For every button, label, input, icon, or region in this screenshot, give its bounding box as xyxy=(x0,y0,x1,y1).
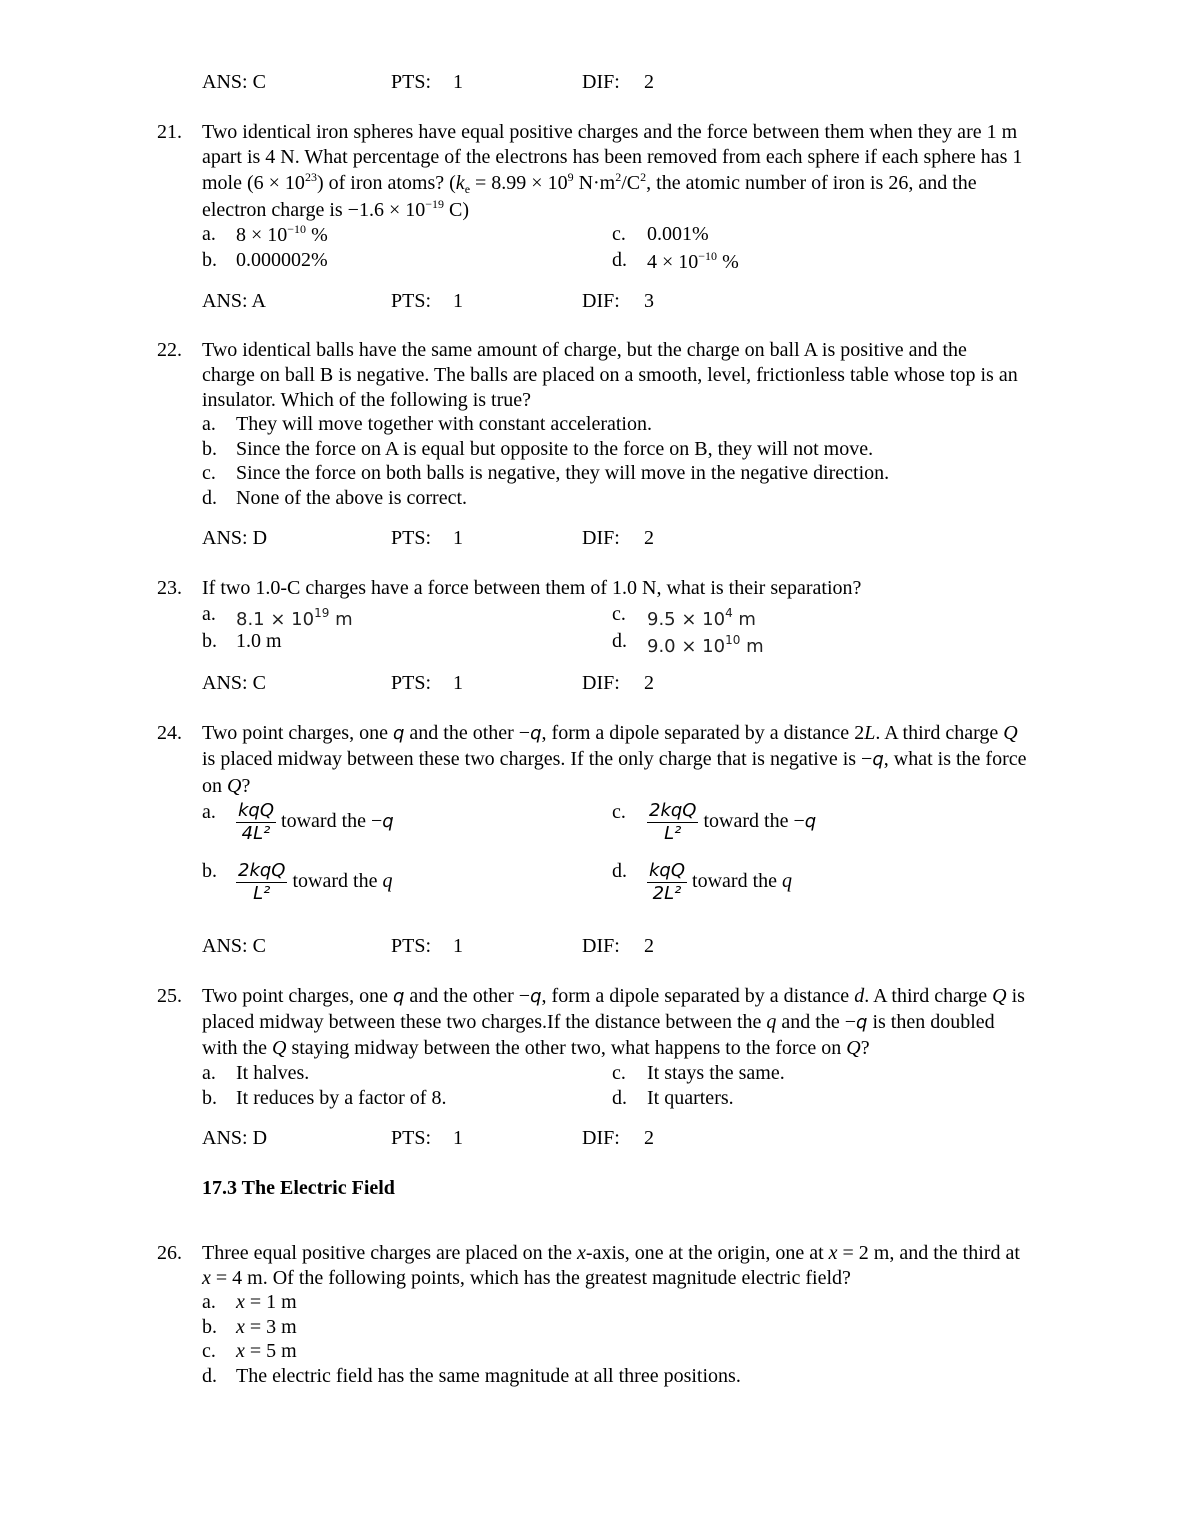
option-d: $9.0 \times 10^{10}$ m xyxy=(647,633,764,657)
option-label-b: b. xyxy=(202,438,217,460)
answer: ANS: C xyxy=(202,935,266,957)
difficulty-value: 2 xyxy=(644,672,654,694)
option-label-a: a. xyxy=(202,1291,216,1313)
difficulty-label: DIF: xyxy=(582,1127,620,1149)
option-c: $\frac{\text{2kqQ}}{\text{L²}}$ toward the −q xyxy=(649,800,817,844)
option-a: $\frac{\text{kqQ}}{\text{4L²}}$ toward the −q xyxy=(238,800,394,844)
option-label-d: d. xyxy=(202,487,217,509)
question-text-line: Three equal positive charges are placed on the x-axis, one at the origin, one at x = 2 m, and the third at xyxy=(202,1242,1020,1264)
option-label-d: d. xyxy=(612,860,627,882)
option-label-a: a. xyxy=(202,1062,216,1084)
difficulty-label: DIF: xyxy=(582,71,620,93)
difficulty-value: 2 xyxy=(644,527,654,549)
option-a: $8.1 \times 10^{19}$ m xyxy=(236,606,353,630)
answer: ANS: C xyxy=(202,71,266,93)
question-text-line: placed midway between these two charges.If the distance between the q and the −q is then doubled xyxy=(202,1011,995,1033)
question-text-line: is placed midway between these two charges. If the only charge that is negative is −q, what is the force xyxy=(202,748,1027,770)
option-c: Since the force on both balls is negative, they will move in the negative direction. xyxy=(236,462,890,484)
difficulty-label: DIF: xyxy=(582,527,620,549)
points-value: 1 xyxy=(453,1127,463,1149)
option-label-d: d. xyxy=(612,1087,627,1109)
question-text-line: on Q? xyxy=(202,775,251,797)
difficulty-value: 3 xyxy=(644,290,654,312)
question-text-line: with the Q staying midway between the other two, what happens to the force on Q? xyxy=(202,1037,870,1059)
question-number: 24. xyxy=(157,722,182,744)
option-label-b: b. xyxy=(202,1087,217,1109)
fraction: $\frac{\text{kqQ}}{\text{2L²}}$ xyxy=(649,860,686,904)
option-label-b: b. xyxy=(202,1316,217,1338)
question-text-line: Two point charges, one q and the other −q, form a dipole separated by a distance 2L. A third charge Q xyxy=(202,722,1018,744)
difficulty-value: 2 xyxy=(644,1127,654,1149)
option-label-d: d. xyxy=(202,1365,217,1387)
option-d: $4 \times 10^{-10}$ % xyxy=(647,249,739,273)
option-label-a: a. xyxy=(202,603,216,625)
option-a: $8 \times 10^{-10}$ % xyxy=(236,222,328,246)
option-a: They will move together with constant acceleration. xyxy=(236,413,652,435)
question-text-line: electron charge is $-1.6 \times 10^{-19}$ C) xyxy=(202,197,470,221)
option-d: None of the above is correct. xyxy=(236,487,468,509)
question-text-line: Two identical balls have the same amount of charge, but the charge on ball A is positive and the xyxy=(202,339,967,361)
points-value: 1 xyxy=(453,290,463,312)
option-c: 0.001% xyxy=(647,223,709,245)
points-label: PTS: xyxy=(391,1127,432,1149)
question-text-line: insulator. Which of the following is true? xyxy=(202,389,532,411)
option-label-a: a. xyxy=(202,413,216,435)
answer: ANS: C xyxy=(202,672,266,694)
difficulty-label: DIF: xyxy=(582,935,620,957)
option-label-a: a. xyxy=(202,801,216,823)
option-b: 1.0 m xyxy=(236,630,282,652)
question-text-line: If two 1.0-C charges have a force between them of 1.0 N, what is their separation? xyxy=(202,577,862,599)
option-label-b: b. xyxy=(202,630,217,652)
option-label-c: c. xyxy=(202,1340,216,1362)
option-label-c: c. xyxy=(612,1062,626,1084)
option-label-d: d. xyxy=(612,630,627,652)
fraction: $\frac{\text{2kqQ}}{\text{L²}}$ xyxy=(649,800,697,844)
option-b: x = 3 m xyxy=(236,1316,297,1338)
difficulty-value: 2 xyxy=(644,935,654,957)
question-text-line: Two point charges, one q and the other −q, form a dipole separated by a distance d. A third charge Q is xyxy=(202,985,1025,1007)
question-text-line: apart is 4 N. What percentage of the electrons has been removed from each sphere if each sphere has 1 xyxy=(202,146,1023,168)
answer: ANS: A xyxy=(202,290,266,312)
section-heading: 17.3 The Electric Field xyxy=(202,1177,395,1199)
option-label-b: b. xyxy=(202,860,217,882)
difficulty-label: DIF: xyxy=(582,290,620,312)
difficulty-label: DIF: xyxy=(582,672,620,694)
option-label-c: c. xyxy=(612,223,626,245)
option-label-c: c. xyxy=(202,462,216,484)
option-d: $\frac{\text{kqQ}}{\text{2L²}}$ toward the q xyxy=(649,860,793,904)
option-c: x = 5 m xyxy=(236,1340,297,1362)
points-value: 1 xyxy=(453,527,463,549)
option-b: $\frac{\text{2kqQ}}{\text{L²}}$ toward the q xyxy=(238,860,393,904)
question-number: 21. xyxy=(157,121,182,143)
option-label-c: c. xyxy=(612,801,626,823)
points-label: PTS: xyxy=(391,290,432,312)
question-text-line: mole $(6 \times 10^{23})$ of iron atoms? ($k_e = 8.99 \times 10^9$ $N\cdot m^2/C^2$, the atomic number of iron is 26, and the xyxy=(202,170,977,196)
question-text-line: charge on ball B is negative. The balls are placed on a smooth, level, frictionless table whose top is an xyxy=(202,364,1018,386)
option-c: $9.5 \times 10^4$ m xyxy=(647,606,756,630)
question-number: 26. xyxy=(157,1242,182,1264)
option-label-d: d. xyxy=(612,249,627,271)
option-b: Since the force on A is equal but opposite to the force on B, they will not move. xyxy=(236,438,874,460)
option-d: It quarters. xyxy=(647,1087,734,1109)
fraction: $\frac{\text{2kqQ}}{\text{L²}}$ xyxy=(238,860,286,904)
question-number: 23. xyxy=(157,577,182,599)
points-value: 1 xyxy=(453,935,463,957)
option-a: x = 1 m xyxy=(236,1291,297,1313)
question-number: 25. xyxy=(157,985,182,1007)
points-label: PTS: xyxy=(391,935,432,957)
option-label-a: a. xyxy=(202,223,216,245)
question-text-line: x = 4 m. Of the following points, which has the greatest magnitude electric field? xyxy=(202,1267,851,1289)
points-label: PTS: xyxy=(391,71,432,93)
points-value: 1 xyxy=(453,672,463,694)
answer: ANS: D xyxy=(202,527,268,549)
difficulty-value: 2 xyxy=(644,71,654,93)
option-b: 0.000002% xyxy=(236,249,328,271)
points-label: PTS: xyxy=(391,527,432,549)
option-c: It stays the same. xyxy=(647,1062,785,1084)
option-d: The electric field has the same magnitude at all three positions. xyxy=(236,1365,741,1387)
answer: ANS: D xyxy=(202,1127,268,1149)
option-a: It halves. xyxy=(236,1062,310,1084)
option-label-b: b. xyxy=(202,249,217,271)
option-label-c: c. xyxy=(612,603,626,625)
option-b: It reduces by a factor of 8. xyxy=(236,1087,447,1109)
points-value: 1 xyxy=(453,71,463,93)
points-label: PTS: xyxy=(391,672,432,694)
question-number: 22. xyxy=(157,339,182,361)
question-text-line: Two identical iron spheres have equal positive charges and the force between them when they are 1 m xyxy=(202,121,1018,143)
fraction: $\frac{\text{kqQ}}{\text{4L²}}$ xyxy=(238,800,275,844)
